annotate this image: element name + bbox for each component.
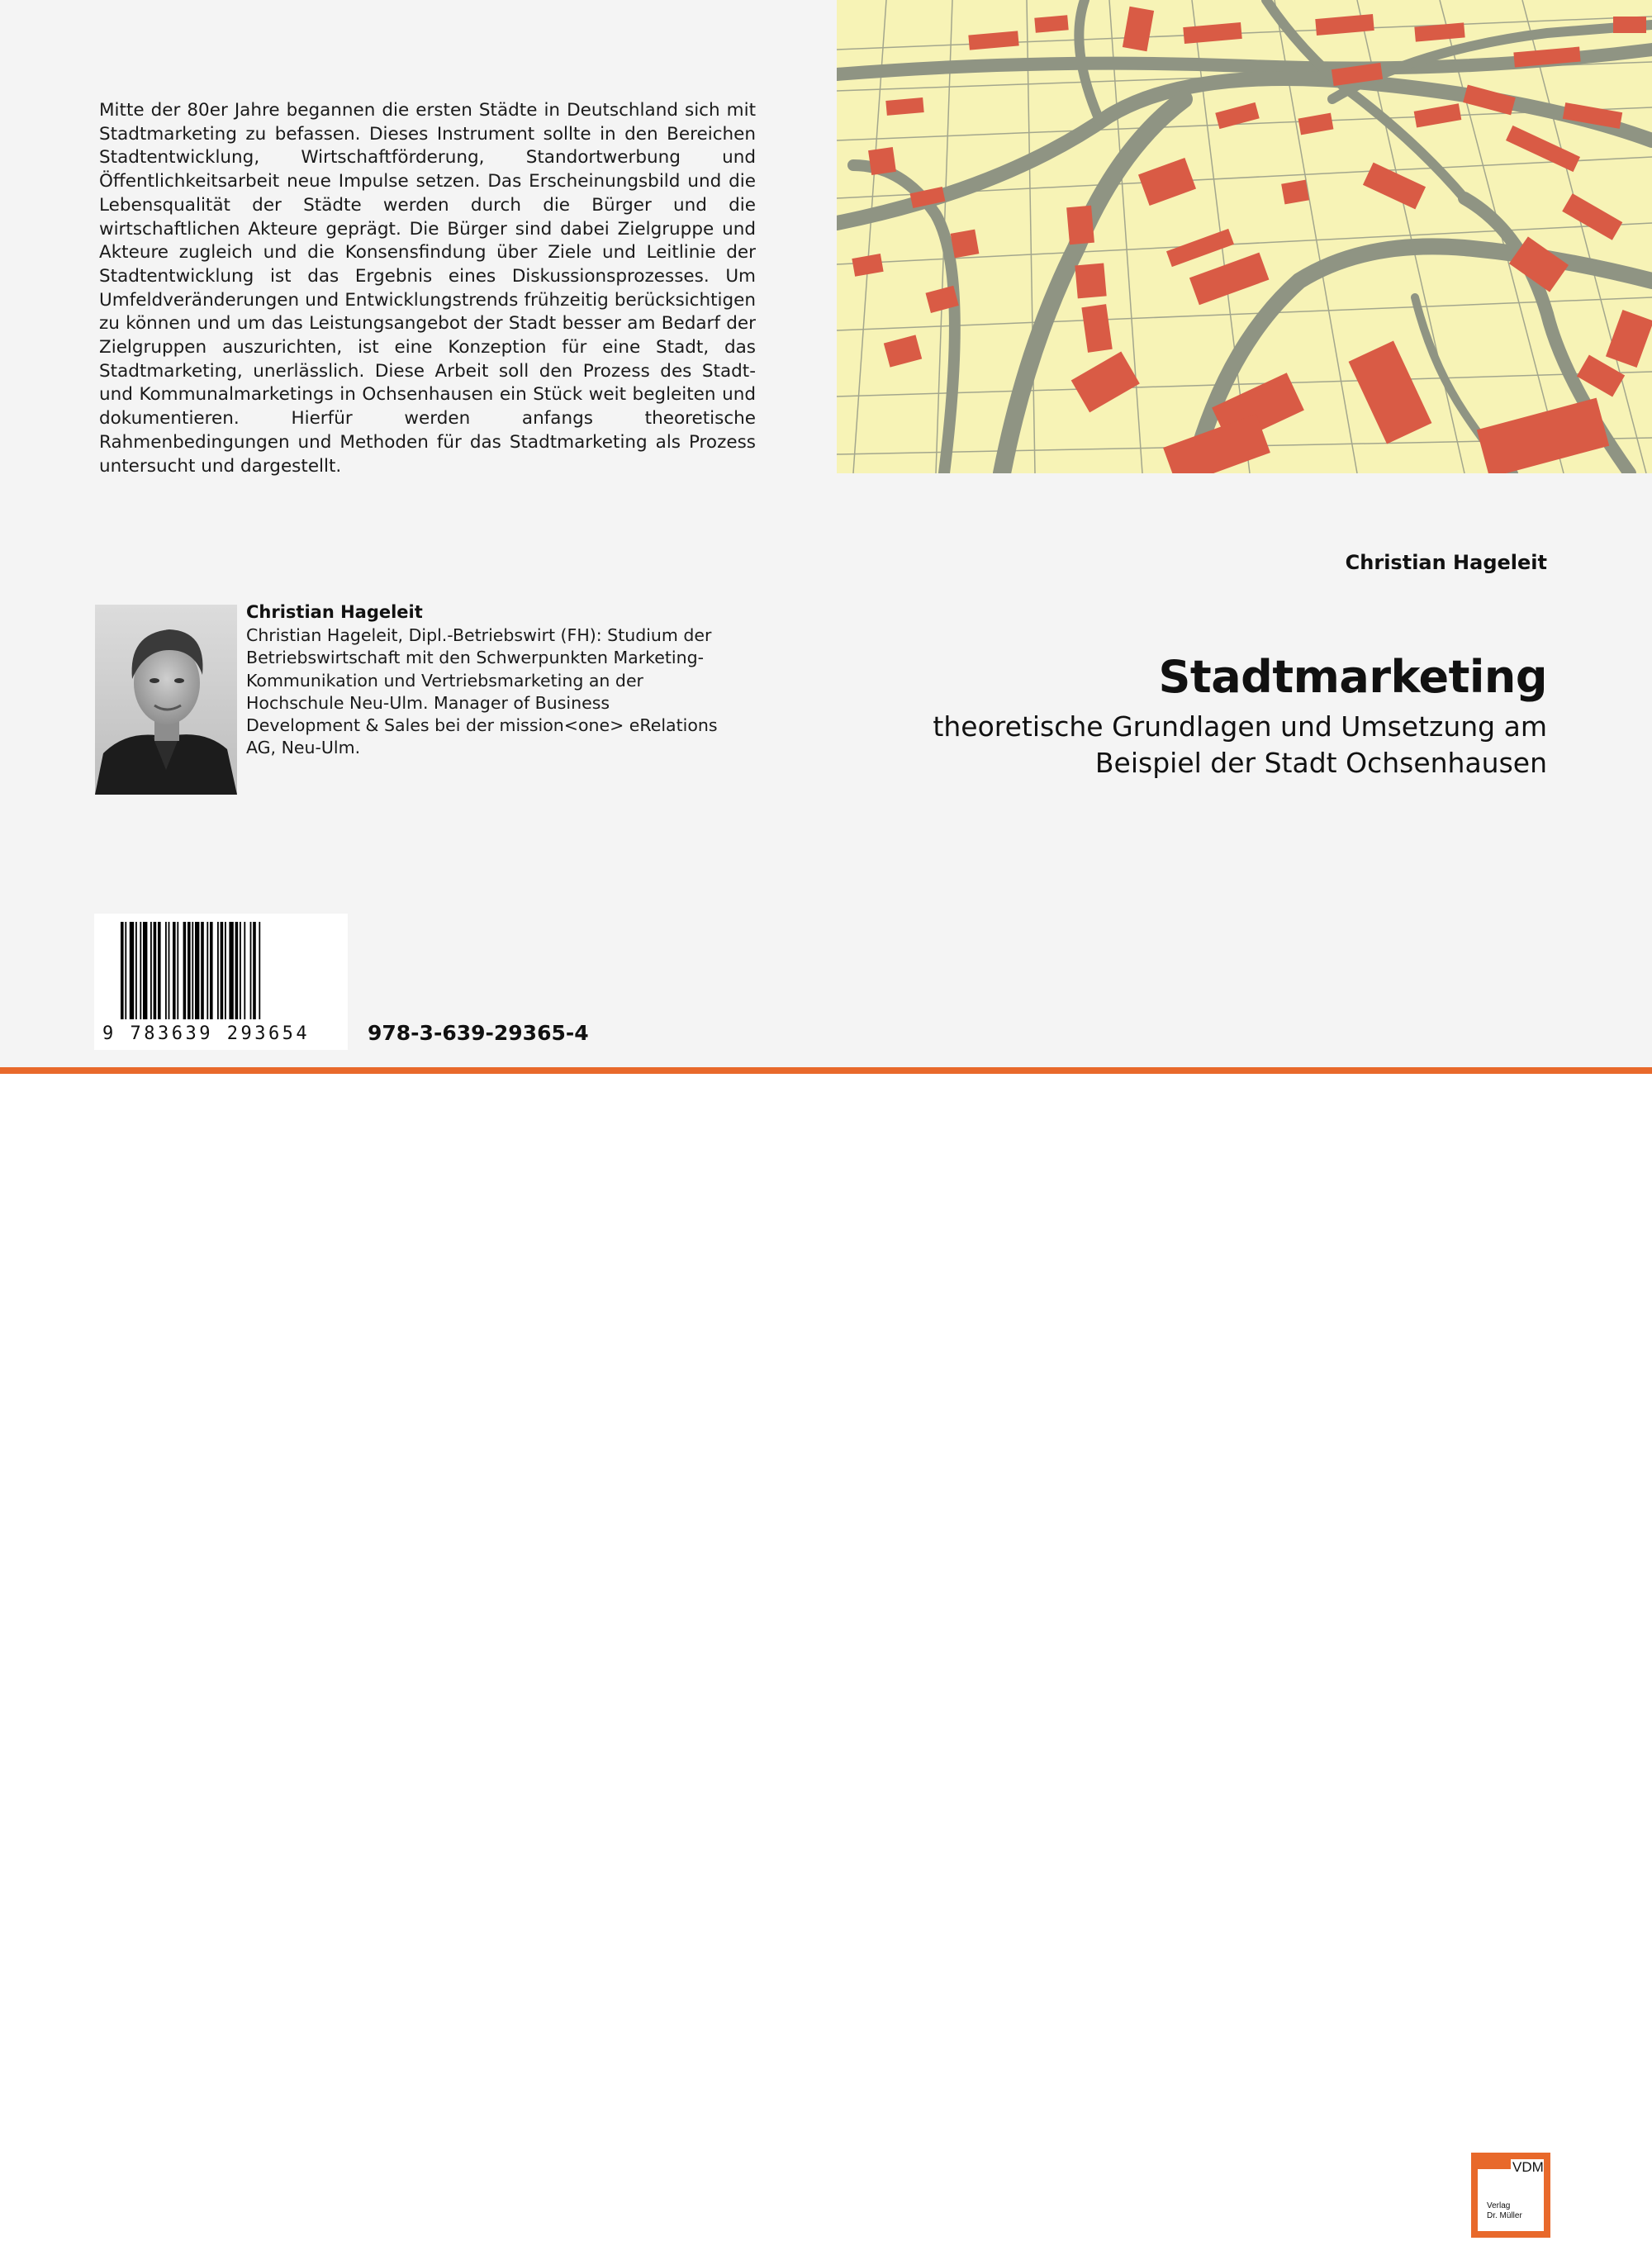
accent-rule [0,1067,1652,1074]
author-portrait [95,605,237,795]
barcode-digits: 9 783639 293654 [102,1023,311,1044]
barcode-bar [240,922,241,1019]
barcode-bar [206,922,208,1019]
bio-text: Christian Hageleit, Dipl.-Betriebswirt (FH): Studium der Betriebswirtschaft mit den Schwerpunkten Marketing-Kommunikation und Vertriebsmarketing an der Hochschule Neu-Ulm. Manager of Business Development & Sales bei der mission<one> eRelations AG, Neu-Ulm. [246,625,718,758]
barcode-bar [192,922,193,1019]
publisher-name: VDM [1512,2159,1544,2175]
bottom-strip [0,1075,1652,2220]
barcode-bar [121,922,124,1019]
barcode-bar [135,922,137,1019]
barcode-bar [165,922,167,1019]
isbn-barcode [94,914,348,1050]
author-name-top: Christian Hageleit [1345,551,1547,574]
blurb-text: Mitte der 80er Jahre begannen die ersten Städte in Deutschland sich mit Stadtmarketing zu befassen. Dieses Instrument sollte in den Bereichen Stadtentwicklung, Wirtschaftförderung, Standortwerbung und Öffentlichkeitsarbeit neue Impulse setzen. Das Erscheinungsbild und die Lebensqualität der Städte werden durch die Bürger und die wirtschaftlichen Akteure geprägt. Die Bürger sind dabei Zielgruppe und Akteure zugleich und die Konsensfindung über Ziele und Leitlinie der Stadtentwicklung ist das Ergebnis eines Diskussionsprozesses. Um Umfeldveränderungen und Entwicklungstrends frühzeitig berücksichtigen zu können und um das Leistungsangebot der Stadt besser am Bedarf der Zielgruppen auszurichten, ist eine Konzeption für eine Stadt, das Stadtmarketing, unerlässlich. Diese Arbeit soll den Prozess des Stadt- und Kommunalmarketings in Ochsenhausen ein Stück weit begleiten und dokumentieren. Hierfür werden anfangs theoretische Rahmenbedingungen und Methoden für das Stadtmarketing als Prozess untersucht und dargestellt. [99,100,756,477]
isbn-number: 978-3-639-29365-4 [368,1021,589,1045]
barcode-bar [177,922,178,1019]
publisher-line-1: Verlag [1487,2201,1511,2210]
barcode-bar [140,922,141,1019]
barcode-bar [221,922,224,1019]
barcode-bar [173,922,176,1019]
barcode-bar [217,922,219,1019]
city-plan-illustration [837,0,1652,473]
barcode-bar [125,922,126,1019]
barcode-bar [210,922,213,1019]
bio-author-name: Christian Hageleit [246,602,423,622]
barcode-bar [201,922,204,1019]
barcode-bar [150,922,152,1019]
publisher-line-2: Dr. Müller [1487,2211,1522,2220]
book-title: Stadtmarketing [1158,651,1547,703]
barcode-bar [244,922,245,1019]
barcode-bar [253,922,256,1019]
barcode-bar [195,922,199,1019]
subtitle-line-1: theoretische Grundlagen und Umsetzung am [933,710,1547,743]
barcode-bar [130,922,134,1019]
barcode-bar [154,922,157,1019]
barcode-bar [183,922,187,1019]
back-cover [0,0,1652,1071]
barcode-bar [250,922,252,1019]
barcode-bar [225,922,226,1019]
barcode-bar [229,922,233,1019]
barcode-bar [158,922,161,1019]
barcode-bar [169,922,170,1019]
barcode-bar [143,922,147,1019]
barcode-bar [259,922,260,1019]
book-subtitle [886,709,1547,781]
barcode-bar [188,922,191,1019]
barcode-bar [235,922,239,1019]
subtitle-line-2: Beispiel der Stadt Ochsenhausen [1094,747,1547,779]
publisher-logo [1471,2153,1550,2238]
